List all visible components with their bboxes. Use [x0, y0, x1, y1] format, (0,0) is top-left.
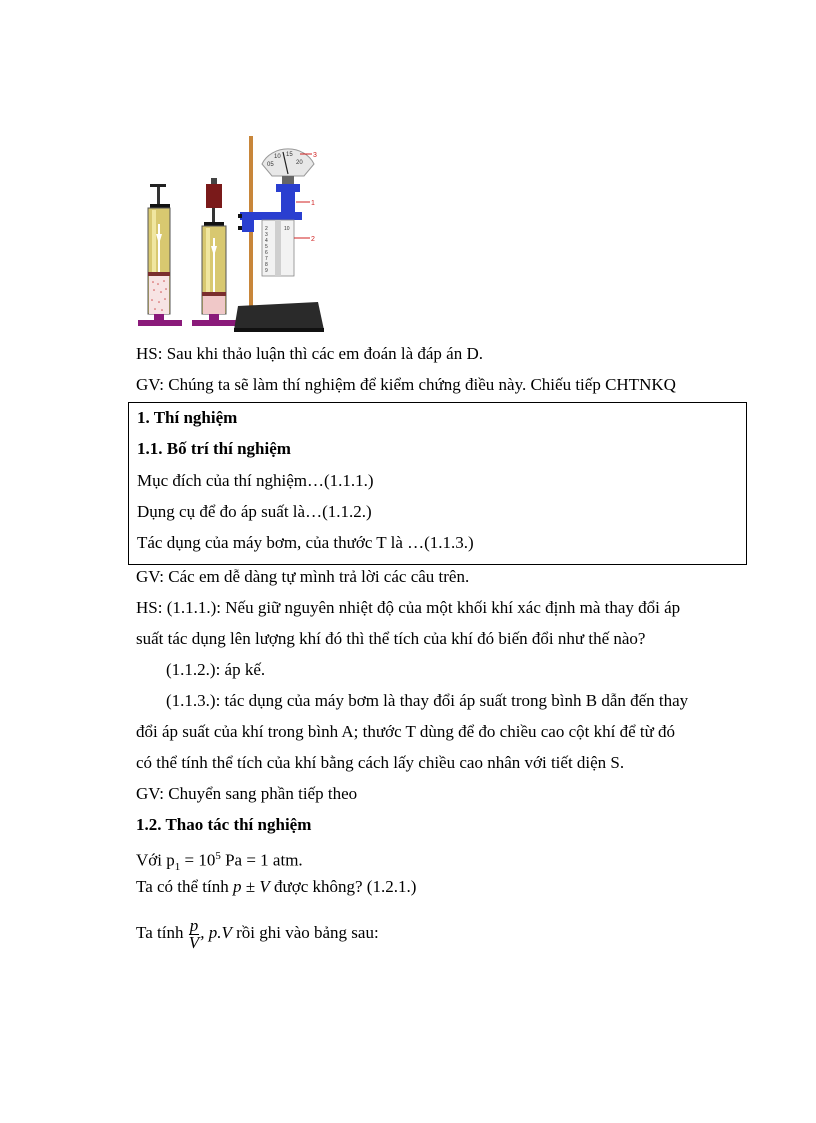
callout-3: 3 [313, 152, 317, 159]
callout-1: 1 [311, 200, 315, 207]
syringe-middle [192, 178, 236, 326]
fraction-numerator: p [189, 915, 199, 935]
ruler-mark: 8 [265, 262, 268, 268]
pressure-prefix: Với p [136, 850, 175, 870]
gauge-tick: 20 [296, 160, 303, 166]
q5-suffix: rồi ghi vào bảng sau: [231, 923, 379, 942]
box-question-3: Tác dụng của máy bơm, của thước T là …(1.1.3.) [137, 533, 474, 552]
ruler-mark: 5 [265, 244, 268, 250]
q4-formula: p ± V [233, 877, 270, 896]
ruler-mark: 9 [265, 268, 268, 274]
gauge-tick: 10 [274, 154, 281, 160]
gv-line-2: GV: Các em dễ dàng tự mình trả lời các câu trên. [136, 567, 470, 586]
callout-2: 2 [311, 236, 315, 243]
ruler-mark: 2 [265, 226, 268, 232]
p-over-v-fraction [188, 915, 200, 952]
hs-line-2b: suất tác dụng lên lượng khí đó thì thể tích của khí đó biến đổi như thế nào? [136, 629, 646, 648]
ruler-mark: 7 [265, 256, 268, 262]
manometer-apparatus [234, 136, 324, 332]
question-1-2-1 [136, 875, 416, 899]
ruler-mark: 3 [265, 232, 268, 238]
q5-prefix: Ta tính [136, 923, 188, 942]
syringe-left [138, 184, 182, 326]
answer-1-1-3a: (1.1.3.): tác dụng của máy bơm là thay đổi áp suất trong bình B dẫn đến thay [166, 691, 689, 710]
answer-1-1-3b: đổi áp suất của khí trong bình A; thước T dùng để đo chiều cao cột khí để từ đó [136, 722, 676, 741]
hs-line-1: HS: Sau khi thảo luận thì các em đoán là đáp án D. [136, 344, 483, 363]
answer-1-1-3c: có thể tính thể tích của khí bằng cách lấy chiều cao nhân với tiết diện S. [136, 753, 625, 772]
q4-prefix: Ta có thể tính [136, 877, 234, 896]
fraction-denominator: V [188, 932, 200, 952]
pressure-suffix: Pa = 1 atm. [220, 850, 303, 870]
experiment-figure [134, 134, 334, 334]
gv-line-1: GV: Chúng ta sẽ làm thí nghiệm để kiểm chứng điều này. Chiếu tiếp CHTNKQ [136, 375, 676, 394]
pressure-line [136, 844, 303, 879]
q5-formula: , p.V [200, 923, 232, 942]
box-question-2: Dụng cụ để đo áp suất là…(1.1.2.) [137, 502, 372, 521]
section-heading-1-2: 1.2. Thao tác thí nghiệm [136, 815, 312, 834]
pressure-sup: 5 [215, 850, 221, 862]
q4-suffix: được không? (1.2.1.) [269, 877, 417, 896]
compute-line [136, 916, 379, 951]
question-box [128, 402, 747, 565]
pressure-sub: 1 [174, 861, 181, 874]
hs-line-2a: HS: (1.1.1.): Nếu giữ nguyên nhiệt độ của một khối khí xác định mà thay đổi áp [136, 598, 681, 617]
answer-1-1-2: (1.1.2.): áp kế. [166, 660, 266, 679]
box-heading-1: 1. Thí nghiệm [137, 408, 238, 427]
box-question-1: Mục đích của thí nghiệm…(1.1.1.) [137, 471, 374, 490]
pressure-mid: = 10 [180, 850, 216, 870]
ruler-mark: 10 [284, 226, 290, 232]
gv-line-3: GV: Chuyển sang phần tiếp theo [136, 784, 358, 803]
gauge-tick: 15 [286, 152, 293, 158]
gauge-tick: 05 [267, 162, 274, 168]
ruler-mark: 4 [265, 238, 268, 244]
ruler-mark: 6 [265, 250, 268, 256]
box-heading-2: 1.1. Bố trí thí nghiệm [137, 439, 291, 458]
